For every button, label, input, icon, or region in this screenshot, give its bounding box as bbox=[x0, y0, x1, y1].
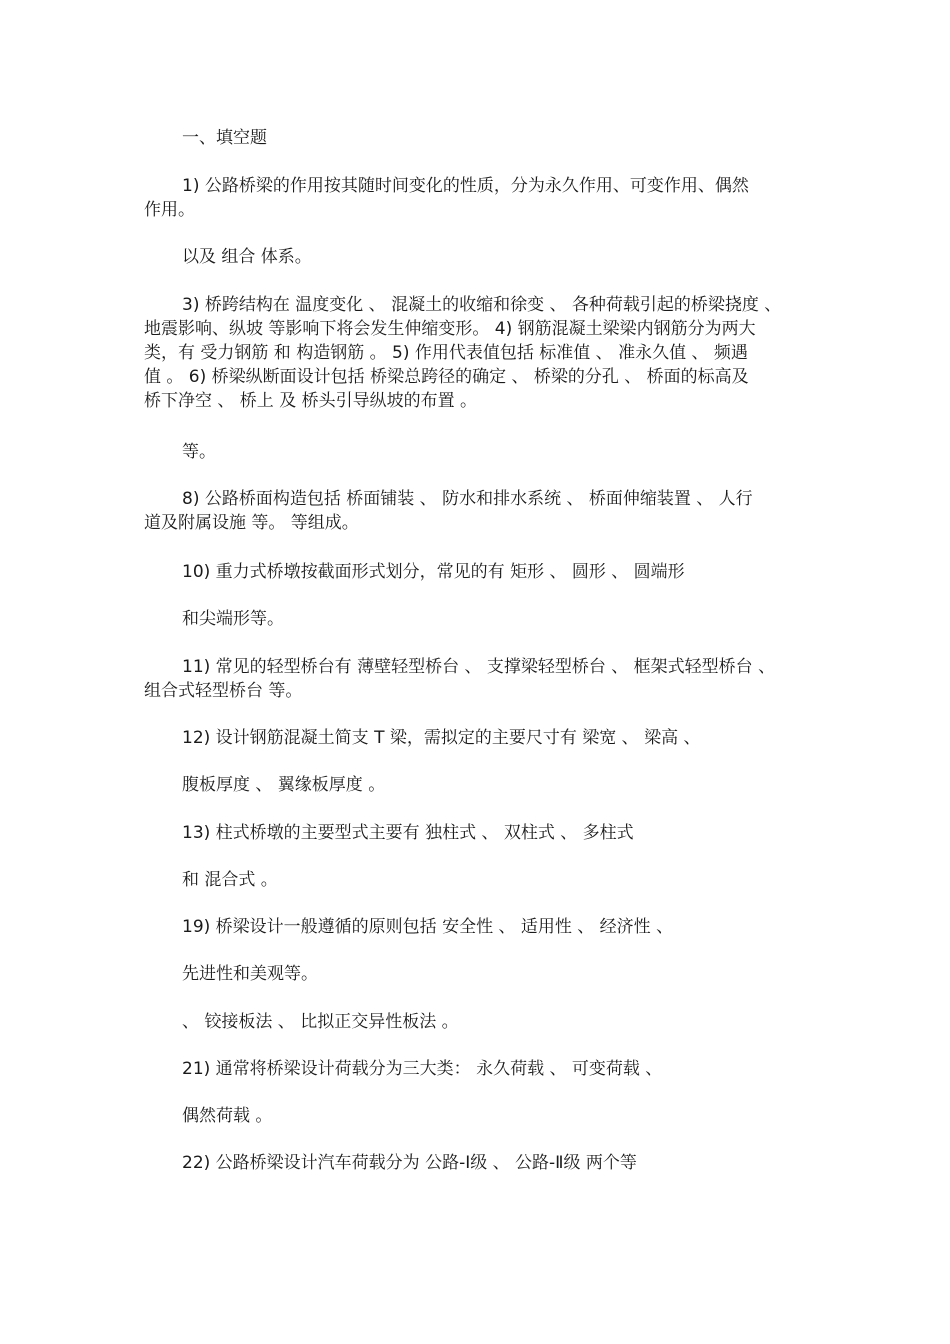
paragraph-line: 1) 公路桥梁的作用按其随时间变化的性质，分为永久作用、可变作用、偶然 bbox=[182, 176, 749, 196]
paragraph-17 bbox=[144, 1104, 852, 1128]
paragraph-line: 13) 柱式桥墩的主要型式主要有 独柱式 、 双柱式 、 多柱式 bbox=[182, 823, 634, 843]
paragraph-line: 和 混合式 。 bbox=[182, 870, 278, 890]
paragraph-16 bbox=[144, 1057, 852, 1081]
paragraph-line: 地震影响、纵坡 等影响下将会发生伸缩变形。 4) 钢筋混凝土梁梁内钢筋分为两大 bbox=[144, 319, 756, 339]
paragraph-line: 桥下净空 、 桥上 及 桥头引导纵坡的布置 。 bbox=[144, 391, 478, 411]
paragraph-15 bbox=[144, 1010, 852, 1034]
paragraph-4 bbox=[144, 440, 852, 464]
paragraph-line: 偶然荷载 。 bbox=[182, 1106, 273, 1126]
section-heading bbox=[144, 126, 852, 150]
paragraph-line: 22) 公路桥梁设计汽车荷载分为 公路-Ⅰ级 、 公路-Ⅱ级 两个等 bbox=[182, 1153, 637, 1173]
paragraph-7 bbox=[144, 607, 852, 631]
paragraph-11 bbox=[144, 821, 852, 845]
paragraph-12 bbox=[144, 868, 852, 892]
paragraph-2 bbox=[144, 245, 852, 269]
paragraph-5 bbox=[144, 487, 814, 535]
paragraph-line: 腹板厚度 、 翼缘板厚度 。 bbox=[182, 775, 386, 795]
paragraph-line: 等。 bbox=[182, 442, 216, 462]
paragraph-line: 组合式轻型桥台 等。 bbox=[144, 681, 303, 701]
paragraph-line: 类，有 受力钢筋 和 构造钢筋 。 5) 作用代表值包括 标准值 、 准永久值 、 频遇 bbox=[144, 343, 748, 363]
paragraph-line: 11) 常见的轻型桥台有 薄壁轻型桥台 、 支撑梁轻型桥台 、 框架式轻型桥台 、 bbox=[182, 657, 776, 677]
paragraph-6 bbox=[144, 560, 852, 584]
paragraph-line: 8) 公路桥面构造包括 桥面铺装 、 防水和排水系统 、 桥面伸缩装置 、 人行 bbox=[182, 489, 753, 509]
paragraph-line: 值 。 6) 桥梁纵断面设计包括 桥梁总跨径的确定 、 桥梁的分孔 、 桥面的标高及 bbox=[144, 367, 749, 387]
paragraph-10 bbox=[144, 773, 852, 797]
paragraph-line: 12) 设计钢筋混凝土简支 T 梁，需拟定的主要尺寸有 梁宽 、 梁高 、 bbox=[182, 728, 701, 748]
paragraph-13 bbox=[144, 915, 852, 939]
paragraph-line: 21) 通常将桥梁设计荷载分为三大类： 永久荷载 、 可变荷载 、 bbox=[182, 1059, 663, 1079]
paragraph-line: 道及附属设施 等。 等组成。 bbox=[144, 513, 359, 533]
paragraph-line: 和尖端形等。 bbox=[182, 609, 284, 629]
paragraph-3 bbox=[144, 293, 814, 413]
paragraph-14 bbox=[144, 962, 852, 986]
paragraph-18 bbox=[144, 1151, 852, 1175]
paragraph-line: 作用。 bbox=[144, 200, 195, 220]
paragraph-line: 以及 组合 体系。 bbox=[182, 247, 312, 267]
paragraph-1 bbox=[144, 174, 814, 222]
heading-text: 一、填空题 bbox=[182, 128, 267, 148]
paragraph-9 bbox=[144, 726, 852, 750]
paragraph-8 bbox=[144, 655, 814, 703]
paragraph-line: 19) 桥梁设计一般遵循的原则包括 安全性 、 适用性 、 经济性 、 bbox=[182, 917, 674, 937]
paragraph-line: 先进性和美观等。 bbox=[182, 964, 318, 984]
paragraph-line: 10) 重力式桥墩按截面形式划分，常见的有 矩形 、 圆形 、 圆端形 bbox=[182, 562, 685, 582]
paragraph-line: 、 铰接板法 、 比拟正交异性板法 。 bbox=[182, 1012, 459, 1032]
paragraph-line: 3) 桥跨结构在 温度变化 、 混凝土的收缩和徐变 、 各种荷载引起的桥梁挠度 、 bbox=[182, 295, 782, 315]
